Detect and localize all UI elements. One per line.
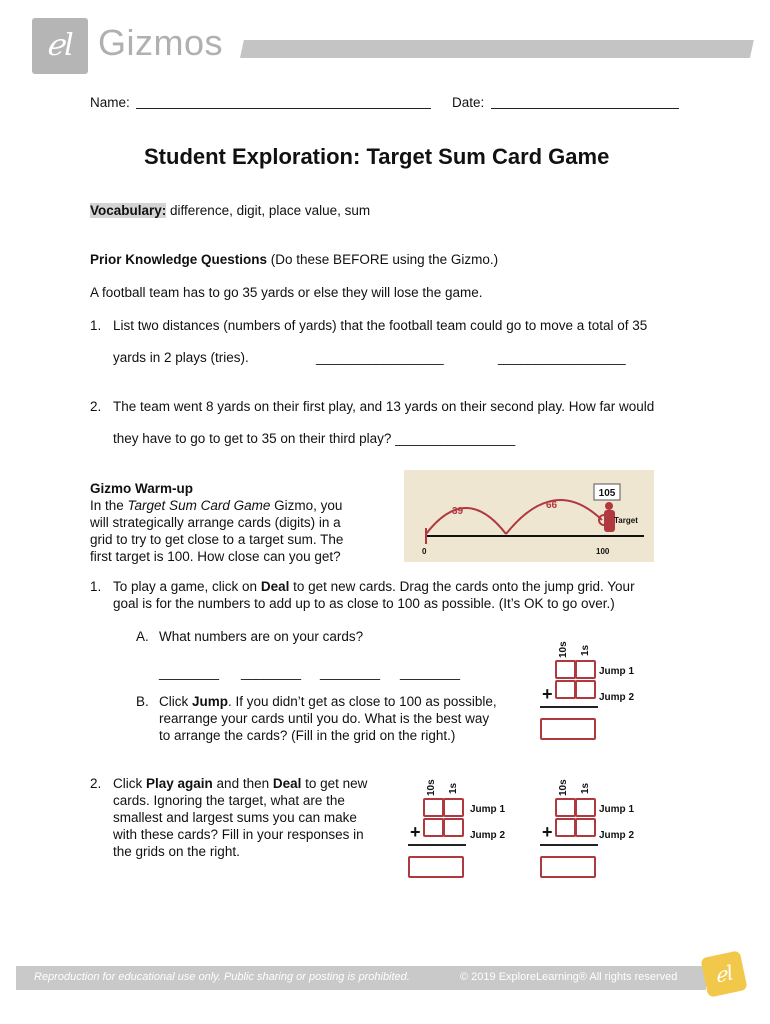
- play-again-term: Play again: [146, 776, 213, 791]
- deal-term: Deal: [260, 579, 290, 594]
- date-field[interactable]: [491, 108, 679, 109]
- sum-line: [408, 844, 466, 846]
- q1-line2: goal is for the numbers to add up to as close to 100 as possible. (It’s OK to go over.): [113, 596, 615, 611]
- tens-column-label: 10s: [558, 779, 569, 796]
- warmup-line4: first target is 100. How close can you get?: [90, 549, 341, 564]
- deal-term-2: Deal: [272, 776, 302, 791]
- explorelearning-logo: [32, 18, 88, 74]
- jump2-ones-cell[interactable]: [575, 818, 596, 837]
- warmup-line1-b: Gizmo, you: [270, 498, 343, 513]
- prior-q2-line1: The team went 8 yards on their first play, and 13 yards on their second play. How far would: [113, 399, 655, 414]
- jump1-tens-cell[interactable]: [423, 798, 444, 817]
- jump1-value: 39: [452, 506, 464, 517]
- name-field[interactable]: [136, 108, 431, 109]
- ones-column-label: 1s: [580, 644, 591, 656]
- jump2-label: Jump 2: [599, 692, 635, 703]
- vocabulary-text: difference, digit, place value, sum: [166, 203, 371, 218]
- plus-sign: +: [542, 822, 553, 842]
- jump2-tens-cell[interactable]: [555, 680, 576, 699]
- q2-line1-mid: and then: [212, 776, 273, 791]
- prior-q1-blank-a[interactable]: _________________: [316, 350, 444, 365]
- character-head-icon: [605, 502, 613, 510]
- sum-result-cell[interactable]: [540, 718, 596, 740]
- sum-result-cell[interactable]: [540, 856, 596, 878]
- vocabulary-label: Vocabulary:: [90, 203, 167, 218]
- q1b-line1: [159, 693, 497, 710]
- jump1-label: Jump 1: [470, 804, 506, 815]
- gizmo-name: Target Sum Card Game: [127, 498, 271, 513]
- prior-knowledge-heading: [90, 251, 498, 268]
- jump2-value: 66: [546, 500, 558, 511]
- jump2-label: Jump 2: [470, 830, 506, 841]
- q2-line5: the grids on the right.: [113, 844, 240, 859]
- date-label: Date:: [452, 95, 485, 110]
- warmup-heading: Gizmo Warm-up: [90, 481, 193, 496]
- footer-logo-glyph: ℯl: [712, 960, 736, 988]
- ones-column-label: 1s: [448, 782, 459, 794]
- jump1-label: Jump 1: [599, 666, 635, 677]
- footer-disclaimer: Reproduction for educational use only. Public sharing or posting is prohibited.: [34, 971, 410, 983]
- jump1-ones-cell[interactable]: [443, 798, 464, 817]
- end-label: 100: [596, 547, 610, 556]
- warmup-line1-a: In the: [90, 498, 128, 513]
- warmup-line2: will strategically arrange cards (digits) in a: [90, 515, 341, 530]
- vocabulary-line: [90, 202, 370, 219]
- sum-line: [540, 844, 598, 846]
- tens-column-label: 10s: [558, 641, 569, 658]
- page-title: Student Exploration: Target Sum Card Game: [144, 144, 610, 169]
- jump2-ones-cell[interactable]: [443, 818, 464, 837]
- prior-q1-line2: yards in 2 plays (tries).: [113, 350, 249, 365]
- q2-line1-b: to get new: [301, 776, 368, 791]
- prior-q2-number: 2.: [90, 399, 102, 414]
- jump1-ones-cell[interactable]: [575, 798, 596, 817]
- q2-line1-a: Click: [113, 776, 146, 791]
- q1-line1-b: to get new cards. Drag the cards onto the jump grid. Your: [289, 579, 635, 594]
- plus-sign: +: [410, 822, 421, 842]
- q2-line4: with these cards? Fill in your responses in: [113, 827, 364, 842]
- prior-q2-line2[interactable]: they have to go to get to 35 on their third play? ________________: [113, 431, 516, 446]
- prior-q1-blank-b[interactable]: _________________: [498, 350, 626, 365]
- jump-grid-largest: [540, 774, 650, 884]
- sum-line: [540, 706, 598, 708]
- jump2-label: Jump 2: [599, 830, 635, 841]
- name-label: Name:: [90, 95, 130, 110]
- prior-q1-line1: List two distances (numbers of yards) that the football team could go to move a total of 35: [113, 318, 648, 333]
- footer-copyright: © 2019 ExploreLearning® All rights reserved: [460, 971, 678, 983]
- jump1-label: Jump 1: [599, 804, 635, 815]
- logo-glyph: ℯl: [46, 28, 74, 63]
- q1a-text: What numbers are on your cards?: [159, 629, 364, 644]
- footer-logo: [700, 950, 747, 997]
- brand-name: Gizmos: [98, 22, 224, 63]
- q2-line3: smallest and largest sums you can make: [113, 810, 357, 825]
- jump1-tens-cell[interactable]: [555, 660, 576, 679]
- q1b-line1-a: Click: [159, 694, 192, 709]
- target-label: Target: [614, 516, 638, 525]
- jump-grid-smallest: [408, 774, 518, 884]
- q2-number: 2.: [90, 776, 102, 791]
- warmup-line3: grid to try to get close to a target sum. The: [90, 532, 344, 547]
- q1a-blank-1[interactable]: ________: [159, 665, 220, 680]
- prior-intro: A football team has to go 35 yards or else they will lose the game.: [90, 285, 483, 300]
- prior-heading: Prior Knowledge Questions: [90, 252, 268, 267]
- q1a-label: A.: [136, 629, 149, 644]
- jump2-tens-cell[interactable]: [423, 818, 444, 837]
- jump-grid-best: [540, 636, 650, 746]
- jump2-tens-cell[interactable]: [555, 818, 576, 837]
- q1-line1: [113, 578, 635, 595]
- q1a-blank-3[interactable]: ________: [320, 665, 381, 680]
- q1a-blank-2[interactable]: ________: [241, 665, 302, 680]
- q1b-label: B.: [136, 694, 149, 709]
- number-line-svg: [404, 470, 654, 562]
- prior-q1-number: 1.: [90, 318, 102, 333]
- warmup-line1: [90, 497, 342, 514]
- jump-arc-1: [426, 508, 506, 534]
- q1b-line3: to arrange the cards? (Fill in the grid on the right.): [159, 728, 456, 743]
- q1a-blank-4[interactable]: ________: [400, 665, 461, 680]
- total-value: 105: [598, 488, 616, 499]
- start-label: 0: [422, 547, 427, 556]
- tens-column-label: 10s: [426, 779, 437, 796]
- gizmo-jump-graphic: [404, 470, 654, 562]
- jump1-tens-cell[interactable]: [555, 798, 576, 817]
- q1b-line1-b: . If you didn’t get as close to 100 as possible,: [228, 694, 497, 709]
- plus-sign: +: [542, 684, 553, 704]
- q2-line1: [113, 775, 367, 792]
- jump-term: Jump: [192, 694, 229, 709]
- q1b-line2: rearrange your cards until you do. What is the best way: [159, 711, 490, 726]
- q1-number: 1.: [90, 579, 102, 594]
- jump2-ones-cell[interactable]: [575, 680, 596, 699]
- q1-line1-a: To play a game, click on: [113, 579, 261, 594]
- q2-line2: cards. Ignoring the target, what are the: [113, 793, 345, 808]
- jump1-ones-cell[interactable]: [575, 660, 596, 679]
- sum-result-cell[interactable]: [408, 856, 464, 878]
- ones-column-label: 1s: [580, 782, 591, 794]
- prior-heading-note: (Do these BEFORE using the Gizmo.): [267, 252, 499, 267]
- header-decor-bar: [240, 40, 754, 58]
